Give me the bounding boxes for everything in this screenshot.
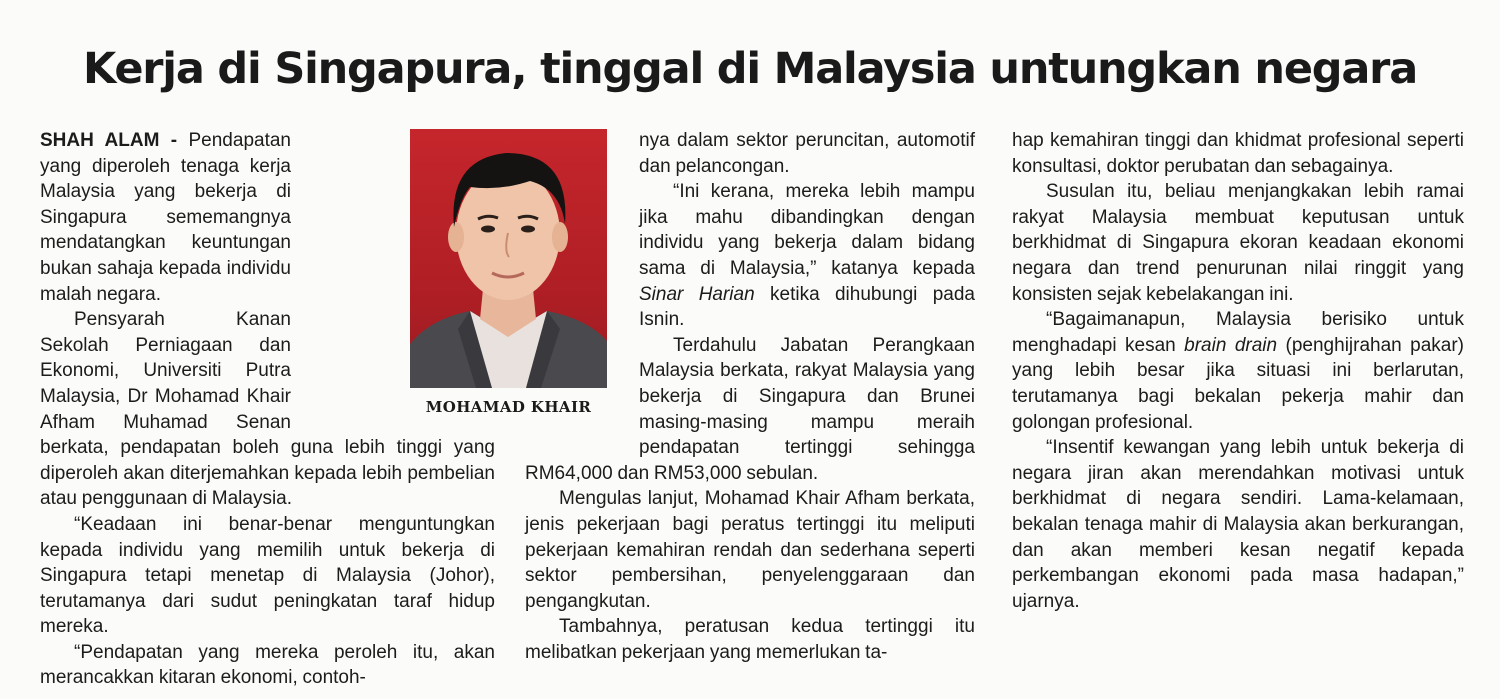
paragraph: Susulan itu, beliau menjangkakan lebih ramai rakyat Malaysia membuat keputusan untuk berkhidmat di Singapura ekoran keadaan ekonomi negara dan trend penurunan nilai ringgit yang konsisten sejak kebelakangan ini. bbox=[1012, 181, 1464, 305]
paragraph: Pensyarah Kanan Sekolah Perniagaan dan Ekonomi, Universiti Putra Malaysia, Dr Mohamad Khair Afham Muhamad Senan berkata, pendapatan boleh guna lebih tinggi yang diperoleh akan diterjemahkan kepada lebih pembelian atau penggunaan di Malaysia. bbox=[40, 309, 495, 510]
paragraph: hap kemahiran tinggi dan khidmat profesional seperti konsultasi, doktor perubatan dan sebagainya. bbox=[1012, 130, 1464, 177]
paragraph: “Keadaan ini benar-benar menguntungkan kepada individu yang memilih untuk bekerja di Singapura tetapi menetap di Malaysia (Johor), terutamanya dari sudut peningkatan taraf hidup mereka. bbox=[40, 513, 495, 638]
paragraph: Mengulas lanjut, Mohamad Khair Afham berkata, jenis pekerjaan bagi peratus tertinggi itu meliputi pekerjaan kemahiran rendah dan sederhana seperti sektor pembersihan, penyelenggaraan dan pengangkutan. bbox=[525, 488, 975, 612]
column-3 bbox=[1012, 128, 1464, 614]
italic-term: brain drain bbox=[1184, 334, 1278, 356]
paragraph: nya dalam sektor peruncitan, automotif dan pelancongan. bbox=[639, 130, 975, 177]
headline: Kerja di Singapura, tinggal di Malaysia untungkan negara bbox=[82, 44, 1418, 94]
photo-caption: MOHAMAD KHAIR bbox=[425, 398, 592, 416]
publication-name: Sinar Harian bbox=[639, 283, 755, 305]
paragraph: “Bagaimanapun, Malaysia berisiko untuk menghadapi kesan brain drain (penghijrahan pakar) yang lebih besar jika situasi ini berlarutan, terutamanya bagi bekalan pekerja mahir dan golongan profesional. bbox=[1012, 309, 1465, 433]
dateline: SHAH ALAM - bbox=[40, 130, 178, 151]
column-2 bbox=[525, 128, 975, 665]
paragraph: SHAH ALAM - Pendapatan yang diperoleh tenaga kerja Malaysia yang bekerja di Singapura sememangnya mendatangkan keuntungan bukan sahaja kepada individu malah negara. bbox=[40, 130, 291, 305]
paragraph: “Insentif kewangan yang lebih untuk bekerja di negara jiran akan merendahkan motivasi untuk berkhidmat di negara sendiri. Lama-kelamaan, bekalan tenaga mahir di Malaysia akan berkurangan, dan akan memberi kesan negatif kepada perkembangan ekonomi pada masa hadapan,” ujarnya. bbox=[1012, 437, 1464, 612]
paragraph: “Ini kerana, mereka lebih mampu jika mahu dibandingkan dengan individu yang bekerja dalam bidang sama di Malaysia,” katanya kepada Sinar Harian ketika dihubungi pada Isnin. bbox=[639, 181, 976, 331]
paragraph: “Pendapatan yang mereka peroleh itu, akan merancakkan kitaran ekonomi, contoh- bbox=[40, 641, 495, 689]
paragraph: Terdahulu Jabatan Perangkaan Malaysia berkata, rakyat Malaysia yang bekerja di Singapura dan Brunei masing-masing mampu meraih pendapatan tertinggi sehingga RM64,000 dan RM53,000 sebulan. bbox=[525, 334, 975, 484]
paragraph: Tambahnya, peratusan kedua tertinggi itu melibatkan pekerjaan yang memerlukan ta- bbox=[525, 616, 975, 663]
